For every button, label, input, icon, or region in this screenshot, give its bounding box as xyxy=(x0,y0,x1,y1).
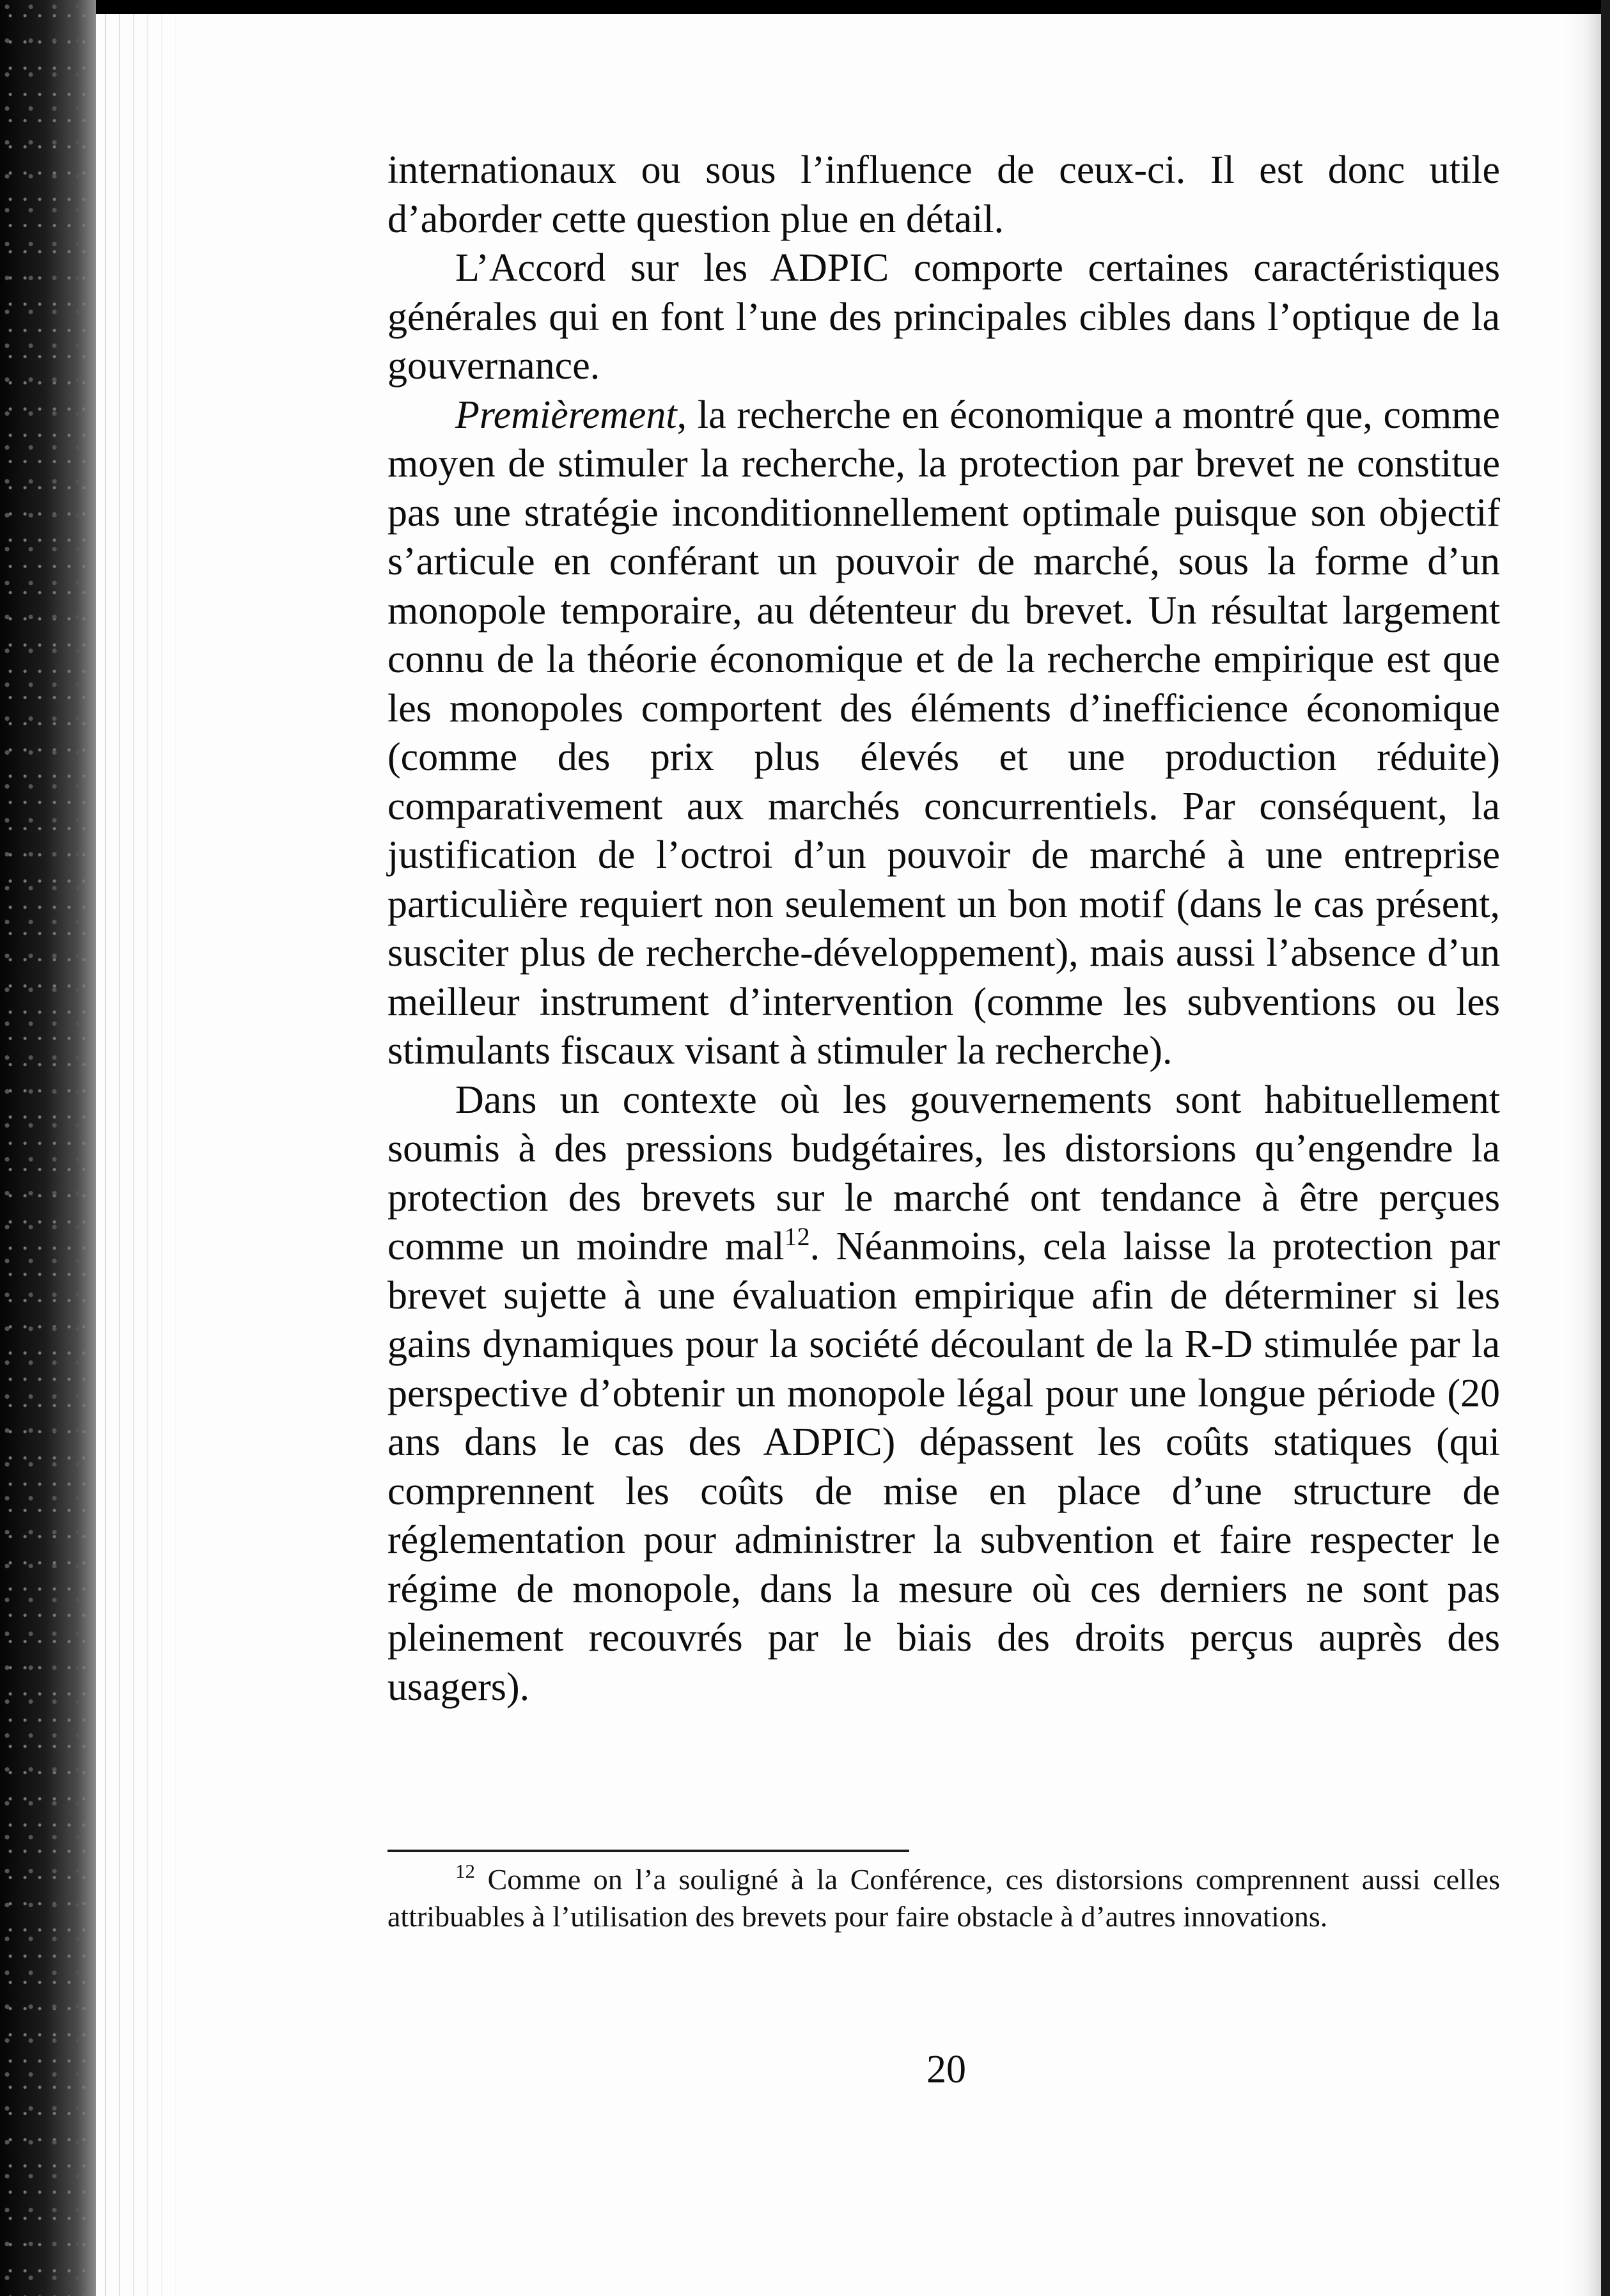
footnote-separator xyxy=(387,1850,909,1852)
page-number: 20 xyxy=(926,2048,966,2091)
paragraph-4 xyxy=(387,1076,1500,1712)
scan-right-shadow xyxy=(1560,14,1601,2296)
footnote-12 xyxy=(387,1861,1500,1935)
emphasis-premierement: Premièrement xyxy=(455,393,677,437)
footnote-number: 12 xyxy=(455,1860,475,1882)
scan-left-border xyxy=(0,0,96,2296)
page-body xyxy=(387,146,1500,1711)
paragraph-4-text-after-note: . Néanmoins, cela laisse la protection par brevet sujette à une évaluation empirique afin de déterminer si les gains dynamiques pour la société découlant de la R-D stimulée par la perspective d’obtenir un monopole légal pour une longue période (20 ans dans le cas des ADPIC) dépassent les coûts statiques (qui comprennent les coûts de mise en place d’une structure de réglementation pour administrer la subvention et faire respecter le régime de monopole, dans la mesure où ces derniers ne sont pas pleinement recouvrés par le biais des droits perçus auprès des usagers). xyxy=(387,1225,1500,1709)
footnote-reference-12[interactable]: 12 xyxy=(784,1222,810,1251)
paragraph-1: internationaux ou sous l’influence de ceux-ci. Il est donc utile d’aborder cette question plue en détail. xyxy=(387,148,1500,241)
scan-right-border xyxy=(1601,0,1610,2296)
footnote-text: Comme on l’a souligné à la Conférence, ces distorsions comprennent aussi celles attribuables à l’utilisation des brevets pour faire obstacle à d’autres innovations. xyxy=(387,1863,1500,1933)
paragraph-4-text-before-note: Dans un contexte où les gouvernements sont habituellement soumis à des pressions budgétaires, les distorsions qu’engendre la protection des brevets sur le marché ont tendance à être perçues comme un moindre mal xyxy=(387,1078,1500,1268)
paragraph-3 xyxy=(387,391,1500,1076)
paragraph-2: L’Accord sur les ADPIC comporte certaines caractéristiques générales qui en font l’une des principales cibles dans l’optique de la gouvernance. xyxy=(387,246,1500,388)
scan-binding-shadow xyxy=(99,14,195,2296)
paragraph-3-text: , la recherche en économique a montré que, comme moyen de stimuler la recherche, la protection par brevet ne constitue pas une stratégie inconditionnellement optimale puisque son objectif s’articule en conférant un pouvoir de marché, sous la forme d’un monopole temporaire, au détenteur du brevet. Un résultat largement connu de la théorie économique et de la recherche empirique est que les monopoles comportent des éléments d’inefficience économique (comme des prix plus élevés et une production réduite) comparativement aux marchés concurrentiels. Par conséquent, la justification de l’octroi d’un pouvoir de marché à une entreprise particulière requiert non seulement un bon motif (dans le cas présent, susciter plus de recherche-développement), mais aussi l’absence d’un meilleur instrument d’intervention (comme les subventions ou les stimulants fiscaux visant à stimuler la recherche). xyxy=(387,393,1500,1073)
scan-top-border xyxy=(0,0,1610,14)
